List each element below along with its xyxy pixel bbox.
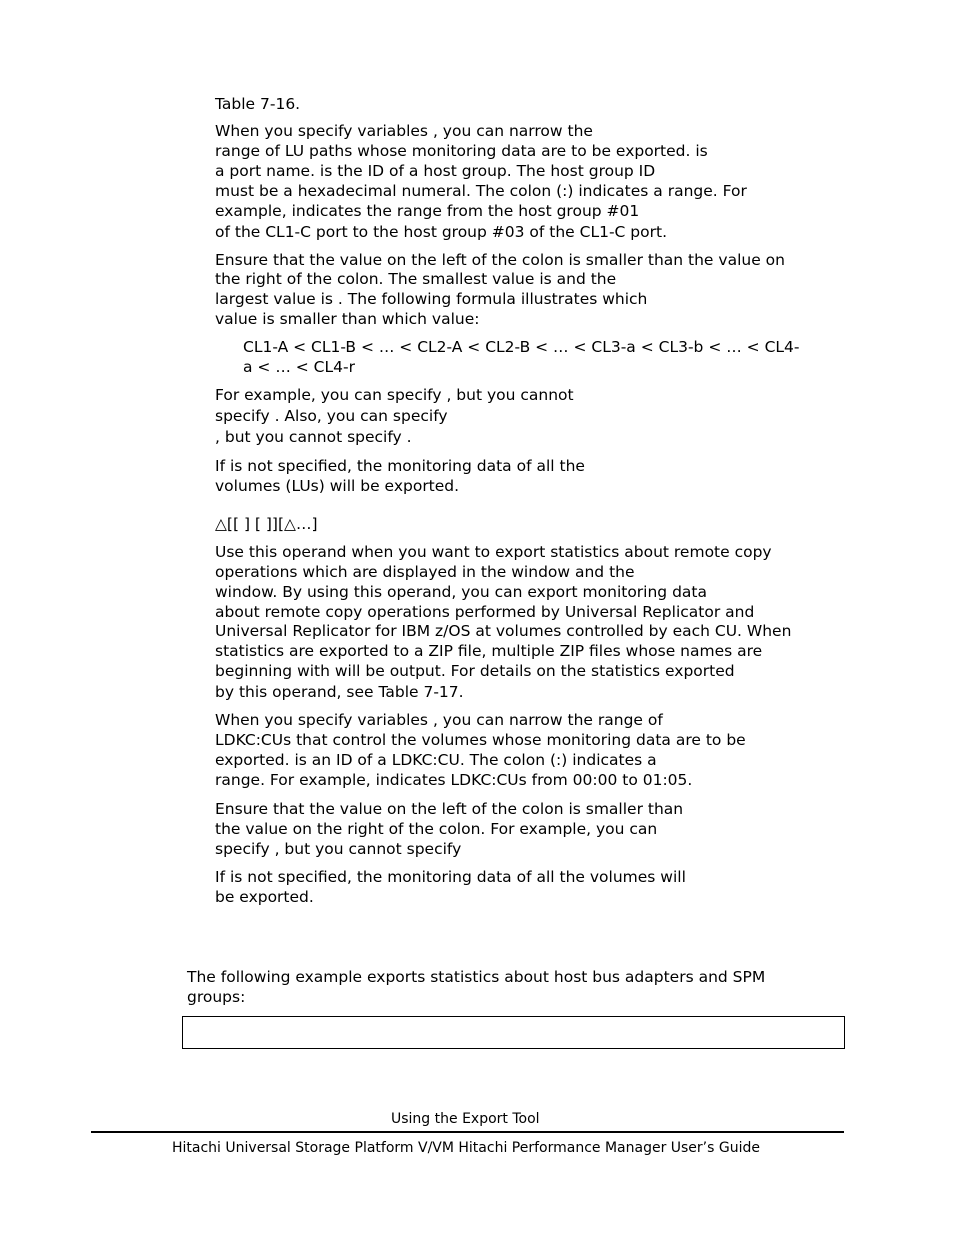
footer-section-title: Using the Export Tool: [391, 1111, 540, 1127]
body-line: Table 7-16.: [215, 95, 301, 113]
body-line: range. For example, indicates LDKC:CUs from 00:00 to 01:05.: [215, 771, 693, 789]
body-line: , but you cannot specify .: [215, 428, 412, 446]
body-line: the value on the right of the colon. For example, you can: [215, 820, 658, 838]
body-line: be exported.: [215, 888, 314, 906]
body-line: When you specify variables , you can narrow the range of: [215, 711, 663, 729]
example-code-box: [182, 1016, 845, 1049]
body-line: window. By using this operand, you can export monitoring data: [215, 583, 707, 601]
footer-divider: [91, 1131, 844, 1133]
footer-document-title: Hitachi Universal Storage Platform V/VM Hitachi Performance Manager User’s Guide: [172, 1140, 760, 1156]
body-line: Use this operand when you want to export statistics about remote copy: [215, 543, 772, 561]
body-line: LDKC:CUs that control the volumes whose monitoring data are to be: [215, 731, 746, 749]
body-line: specify . Also, you can specify: [215, 407, 448, 425]
body-line: beginning with will be output. For details on the statistics exported: [215, 662, 735, 680]
body-line: When you specify variables , you can narrow the: [215, 122, 593, 140]
body-line: of the CL1-C port to the host group #03 of the CL1-C port.: [215, 223, 668, 241]
port-order-formula: a < … < CL4-r: [243, 358, 355, 376]
body-line: statistics are exported to a ZIP file, multiple ZIP files whose names are: [215, 642, 763, 660]
body-line: volumes (LUs) will be exported.: [215, 477, 460, 495]
body-line: the right of the colon. The smallest value is and the: [215, 270, 617, 288]
body-line: example, indicates the range from the host group #01: [215, 202, 640, 220]
body-line: For example, you can specify , but you cannot: [215, 386, 574, 404]
body-line: Ensure that the value on the left of the colon is smaller than the value on: [215, 251, 785, 269]
body-line: about remote copy operations performed by Universal Replicator and: [215, 603, 755, 621]
example-intro: The following example exports statistics about host bus adapters and SPM: [187, 968, 766, 986]
body-line: If is not specified, the monitoring data of all the: [215, 457, 585, 475]
body-line: value is smaller than which value:: [215, 310, 480, 328]
body-line: a port name. is the ID of a host group. The host group ID: [215, 162, 656, 180]
body-line: exported. is an ID of a LDKC:CU. The colon (:) indicates a: [215, 751, 657, 769]
body-line: range of LU paths whose monitoring data are to be exported. is: [215, 142, 708, 160]
body-line: must be a hexadecimal numeral. The colon (:) indicates a range. For: [215, 182, 747, 200]
body-line: operations which are displayed in the window and the: [215, 563, 635, 581]
operand-syntax: △[[ ] [ ]][△…]: [215, 515, 318, 533]
body-line: Universal Replicator for IBM z/OS at volumes controlled by each CU. When: [215, 622, 792, 640]
body-line: Ensure that the value on the left of the colon is smaller than: [215, 800, 684, 818]
example-intro: groups:: [187, 988, 246, 1006]
body-line: specify , but you cannot specify: [215, 840, 462, 858]
body-line: If is not specified, the monitoring data of all the volumes will: [215, 868, 686, 886]
body-line: largest value is . The following formula illustrates which: [215, 290, 648, 308]
port-order-formula: CL1-A < CL1-B < … < CL2-A < CL2-B < … < CL3-a < CL3-b < … < CL4-: [243, 338, 800, 356]
body-line: by this operand, see Table 7-17.: [215, 683, 464, 701]
